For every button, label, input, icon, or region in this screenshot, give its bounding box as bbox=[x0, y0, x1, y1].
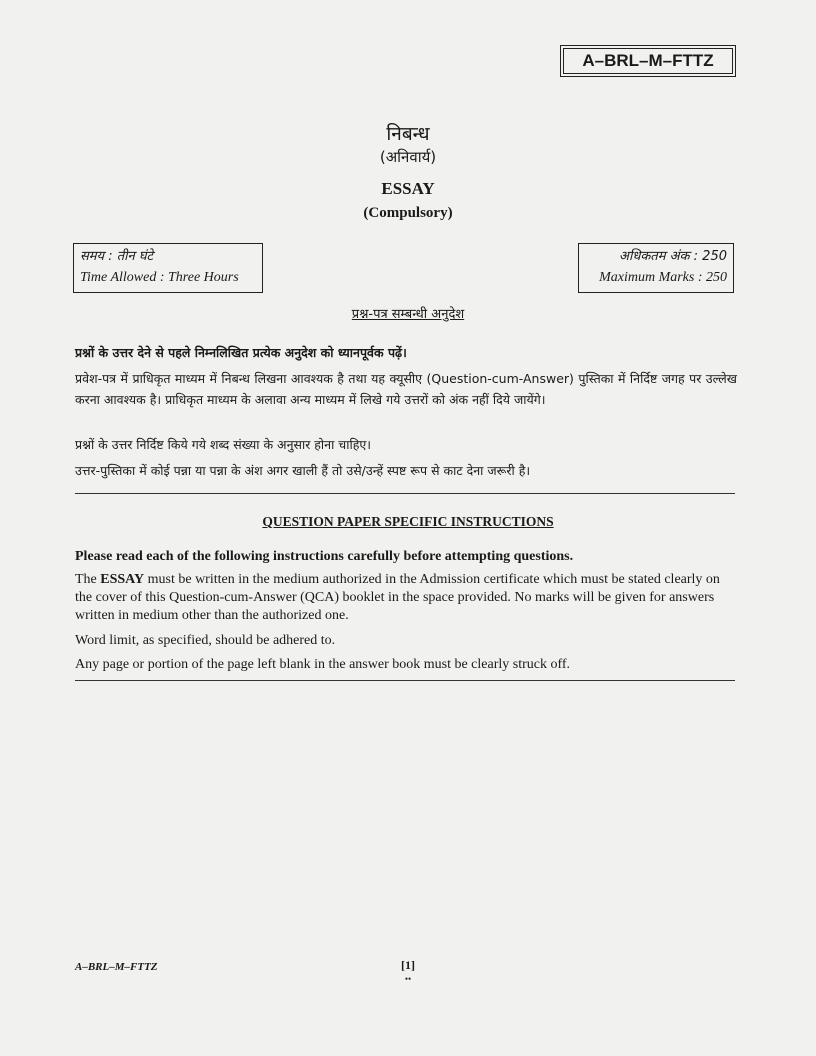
english-instruction-2: Word limit, as specified, should be adhered to. bbox=[75, 633, 336, 648]
title-english: ESSAY bbox=[381, 179, 435, 198]
hindi-instructions-heading: प्रश्न-पत्र सम्बन्धी अनुदेश bbox=[351, 307, 465, 322]
paper-code: A–BRL–M–FTTZ bbox=[582, 51, 714, 70]
divider-bottom bbox=[75, 680, 735, 681]
hindi-instruction-1: प्रवेश-पत्र में प्राधिकृत माध्यम में निबन्ध लिखना आवश्यक है तथा यह क्यूसीए (Question-cum-Answer) पुस्तिका में निर्दिष्ट जगह पर उल्लेख करना आवश्यक है। प्राधिकृत माध्यम के अलावा अन्य माध्यम में लिखे गये उत्तरों को अंक नहीं दिये जायेंगे। bbox=[75, 371, 737, 407]
subtitle-english: (Compulsory) bbox=[363, 205, 453, 221]
marks-hindi: अधिकतम अंक : 250 bbox=[619, 249, 727, 264]
time-allowed-box bbox=[73, 243, 263, 293]
page-dots: •• bbox=[404, 974, 412, 984]
english-instructions-lead: Please read each of the following instructions carefully before attempting questions. bbox=[75, 549, 574, 564]
hindi-instructions-lead: प्रश्नों के उत्तर देने से पहले निम्नलिखित प्रत्येक अनुदेश को ध्यानपूर्वक पढ़ें। bbox=[75, 345, 407, 360]
time-english: Time Allowed : Three Hours bbox=[80, 270, 239, 285]
english-instructions-heading: QUESTION PAPER SPECIFIC INSTRUCTIONS bbox=[262, 514, 554, 529]
english-instruction-1-rest: must be written in the medium authorized in the Admission certificate which must be stated clearly on the cover of this Question-cum-Answer (QCA) booklet in the space provided. No marks will be given for answers written in medium other than the authorized one. bbox=[75, 572, 720, 623]
divider-top bbox=[75, 493, 735, 494]
title-hindi: निबन्ध bbox=[386, 123, 430, 145]
hindi-instruction-3: उत्तर-पुस्तिका में कोई पन्ना या पन्ना के अंश अगर खाली हैं तो उसे/उन्हें स्पष्ट रूप से काट देना जरूरी है। bbox=[75, 463, 531, 478]
marks-english: Maximum Marks : 250 bbox=[599, 270, 727, 285]
page-number: [1] bbox=[401, 958, 415, 972]
english-instruction-1 bbox=[75, 571, 737, 625]
max-marks-box bbox=[578, 243, 734, 293]
subtitle-hindi: (अनिवार्य) bbox=[379, 148, 437, 166]
english-instruction-3: Any page or portion of the page left blank in the answer book must be clearly struck off. bbox=[75, 657, 571, 672]
footer-paper-code: A–BRL–M–FTTZ bbox=[75, 961, 158, 973]
time-hindi: समय : तीन घंटे bbox=[80, 249, 154, 264]
english-instruction-1-bold: ESSAY bbox=[100, 572, 145, 587]
paper-code-box bbox=[563, 48, 733, 74]
hindi-instruction-2: प्रश्नों के उत्तर निर्दिष्ट किये गये शब्द संख्या के अनुसार होना चाहिए। bbox=[75, 437, 372, 452]
english-instruction-1-pre: The bbox=[75, 572, 101, 587]
